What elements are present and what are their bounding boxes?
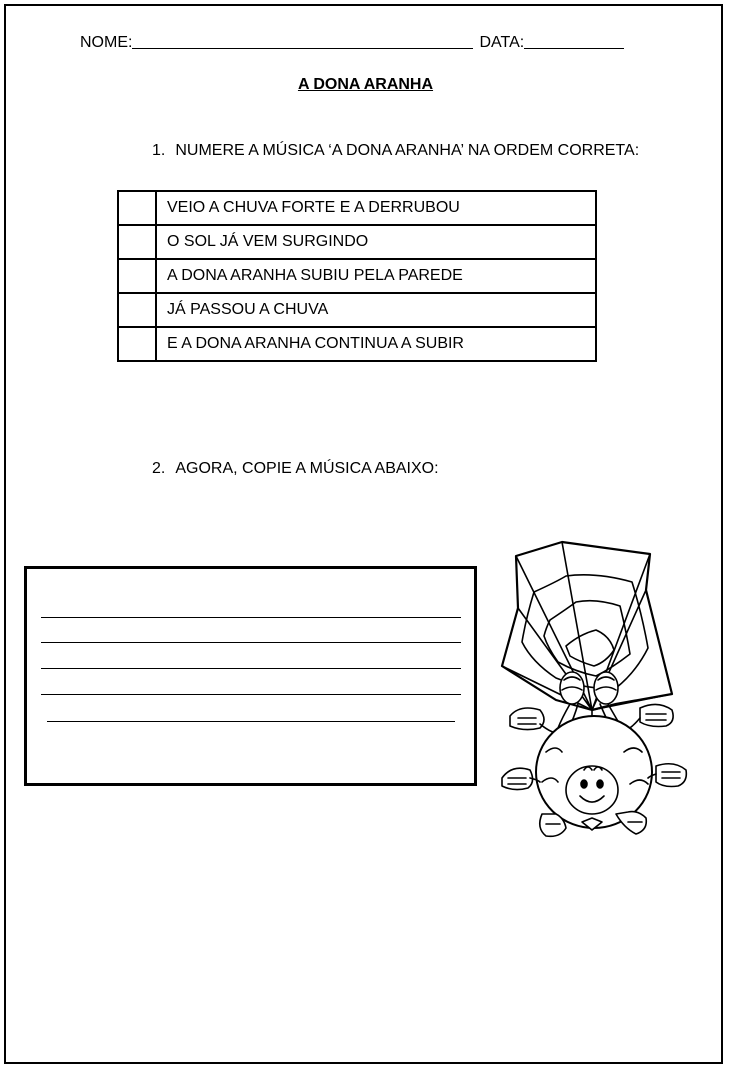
page-border	[4, 4, 723, 1064]
question-1-text: NUMERE A MÚSICA ‘A DONA ARANHA’ NA ORDEM CORRETA:	[175, 142, 640, 159]
table-row	[118, 293, 596, 327]
order-number-cell[interactable]	[118, 259, 156, 293]
order-number-cell[interactable]	[118, 293, 156, 327]
table-row	[118, 327, 596, 361]
copy-box[interactable]	[24, 566, 477, 786]
table-row	[118, 191, 596, 225]
writing-line[interactable]	[41, 617, 461, 618]
table-row	[118, 259, 596, 293]
song-line: O SOL JÁ VEM SURGINDO	[156, 225, 596, 259]
name-label: NOME:	[80, 34, 133, 51]
song-line: JÁ PASSOU A CHUVA	[156, 293, 596, 327]
table-row	[118, 225, 596, 259]
name-field[interactable]	[132, 34, 473, 49]
song-line: VEIO A CHUVA FORTE E A DERRUBOU	[156, 191, 596, 225]
writing-line[interactable]	[41, 642, 461, 643]
spider-on-web-icon	[496, 538, 696, 842]
header-line	[80, 34, 624, 52]
song-line: E A DONA ARANHA CONTINUA A SUBIR	[156, 327, 596, 361]
worksheet-title: A DONA ARANHA	[297, 76, 434, 93]
song-line: A DONA ARANHA SUBIU PELA PAREDE	[156, 259, 596, 293]
ordering-table	[117, 190, 597, 362]
writing-line[interactable]	[41, 694, 461, 695]
question-1	[152, 142, 639, 160]
date-label: DATA:	[479, 34, 525, 51]
order-number-cell[interactable]	[118, 225, 156, 259]
question-2	[152, 460, 439, 478]
question-2-number: 2.	[152, 460, 166, 477]
writing-line[interactable]	[47, 721, 455, 722]
order-number-cell[interactable]	[118, 191, 156, 225]
question-1-number: 1.	[152, 142, 166, 159]
question-2-text: AGORA, COPIE A MÚSICA ABAIXO:	[175, 460, 439, 477]
date-field[interactable]	[524, 34, 624, 49]
writing-line[interactable]	[41, 668, 461, 669]
order-number-cell[interactable]	[118, 327, 156, 361]
